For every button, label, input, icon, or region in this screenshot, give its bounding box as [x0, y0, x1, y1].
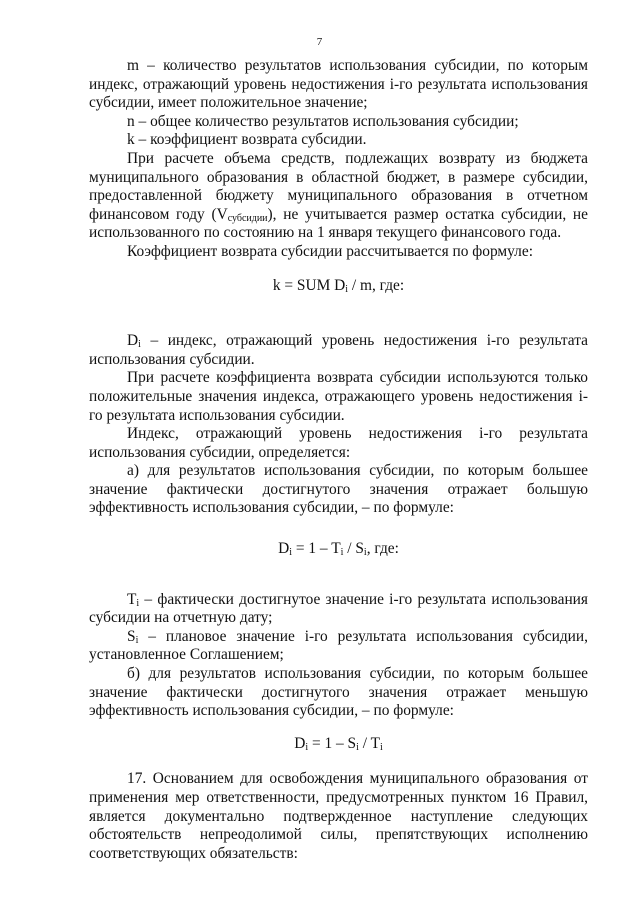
si-subscript: i: [135, 634, 139, 646]
formula-b-slash: / T: [358, 734, 381, 752]
di-subscript: i: [138, 339, 141, 351]
paragraph-positive-values: При расчете коэффициента возврата субсидии используются только положительные значения индекса, отражающего уровень недостижения i-го результата использования субсидии.: [89, 369, 588, 424]
page-number: 7: [316, 36, 323, 48]
paragraph-index-definition: Индекс, отражающий уровень недостижения i-го результата использования субсидии, определяется:: [89, 425, 588, 461]
definition-ti: [89, 591, 588, 628]
formula-k: [89, 277, 588, 296]
ti-text: – фактически достигнутое значение i-го результата использования субсидии на отчетную дату;: [89, 590, 588, 627]
calculation-text-end: ), не учитывается размер остатка субсидии, не использованного по состоянию на 1 января текущего финансового года.: [89, 205, 588, 242]
si-variable: S: [127, 627, 136, 645]
definition-n: n – общее количество результатов использования субсидии;: [127, 112, 519, 130]
formula-a-d: D: [278, 540, 290, 558]
formula-k-part1: k = SUM D: [272, 276, 346, 294]
formula-b-mid: = 1 – S: [308, 734, 357, 752]
formula-di-a: [89, 540, 588, 559]
si-text: – плановое значение i-го результата использования субсидии, установленное Соглашением;: [89, 627, 588, 664]
formula-b-sub1: i: [305, 741, 309, 753]
di-text: – индекс, отражающий уровень недостижения i-го результата использования субсидии.: [89, 332, 588, 368]
definition-k: k – коэффициент возврата субсидии.: [127, 131, 367, 149]
ti-variable: T: [127, 590, 137, 608]
ti-subscript: i: [136, 597, 140, 609]
clause-b: б) для результатов использования субсидии, по которым большее значение фактически достигнутого значения отражает меньшую эффективность использования субсидии, – по формуле:: [89, 665, 588, 720]
formula-k-subscript: i: [345, 283, 349, 295]
clause-a: а) для результатов использования субсидии, по которым большее значение фактически достигнутого значения отражает большую эффективность использования субсидии, – по формуле:: [89, 462, 588, 517]
definition-di: [89, 332, 588, 369]
formula-a-slash: / S: [343, 540, 364, 558]
formula-k-part2: / m, где:: [348, 276, 405, 294]
document-body: [89, 57, 588, 863]
formula-di-b: [89, 735, 588, 754]
definition-si: [89, 628, 588, 665]
subsidy-subscript: субсидии: [227, 212, 268, 224]
calculation-text-start: При расчете объема средств, подлежащих возврату из бюджета муниципального образования в областной бюджет, в размере субсидии, предоставленной бюджету муниципального образования в отчетном финансовом году (V: [89, 149, 588, 223]
formula-b-sub3: i: [380, 741, 383, 753]
formula-a-end: , где:: [366, 540, 399, 558]
formula-a-sub1: i: [289, 547, 293, 559]
formula-a-sub3: i: [363, 547, 367, 559]
formula-b-sub2: i: [356, 741, 359, 753]
formula-b-d: D: [294, 734, 306, 752]
formula-a-sub2: i: [340, 547, 344, 559]
paragraph-17: 17. Основанием для освобождения муниципального образования от применения мер ответственности, предусмотренных пунктом 16 Правил, является документально подтвержденное наступление следующих обстоятельств непреодолимой силы, препятствующих исполнению соответствующих обязательств:: [89, 770, 588, 862]
definition-m: m – количество результатов использования субсидии, по которым индекс, отражающий уровень недостижения i-го результата использования субсидии, имеет положительное значение;: [89, 57, 588, 112]
formula-a-mid: = 1 – T: [292, 540, 341, 558]
coefficient-intro: Коэффициент возврата субсидии рассчитывается по формуле:: [127, 242, 533, 260]
di-variable: D: [127, 332, 139, 350]
paragraph-calculation: [89, 150, 588, 243]
